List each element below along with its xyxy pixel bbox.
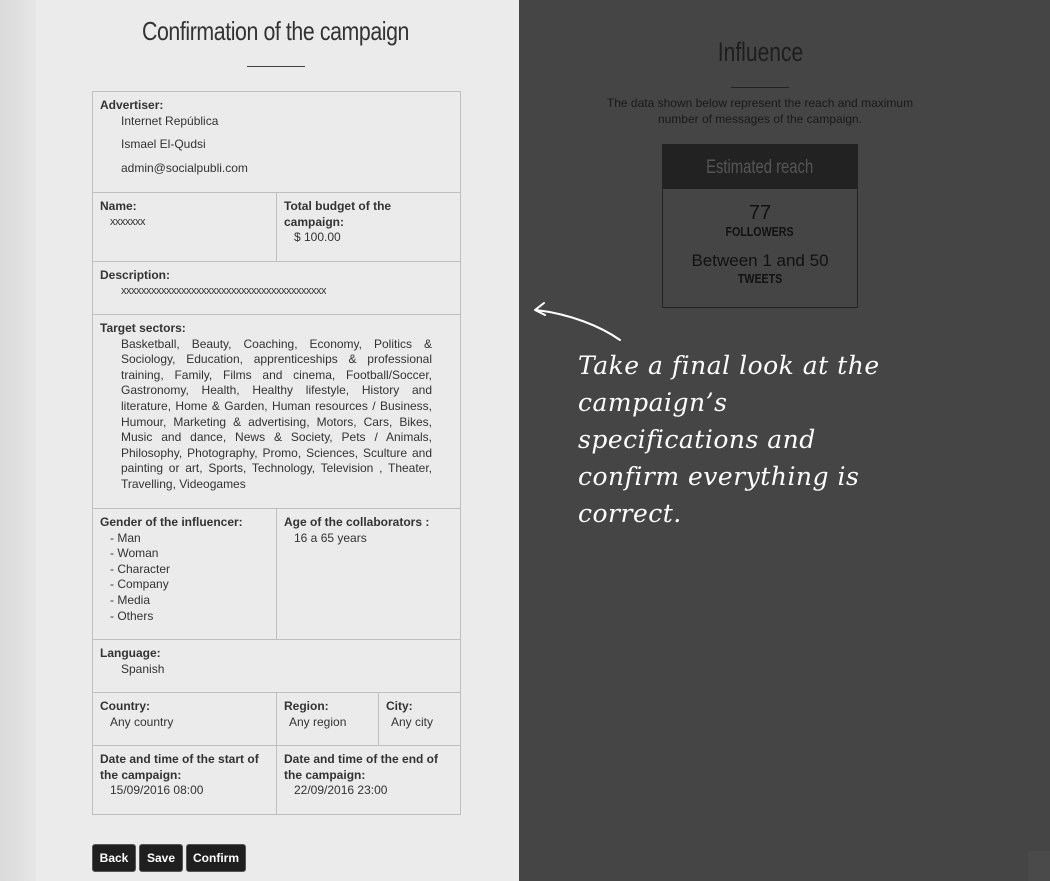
start-date-value: 15/09/2016 08:00 [110,783,204,798]
annotation-note: Take a final look at the campaign’s specifications and confirm everything is correct. [578,351,880,528]
gender-age-row [93,509,461,640]
region-value: Any region [289,714,347,729]
age-value: 16 a 65 years [294,530,367,545]
title-divider [247,66,305,67]
start-date-cell [93,746,277,815]
age-label: Age of the collaborators : [284,515,430,529]
region-label: Region: [284,699,329,713]
followers-value: 77 [748,202,772,224]
city-value: Any city [391,714,434,729]
target-sectors-value: Basketball, Beauty, Coaching, Economy, Politics & Sociology, Education, apprenticeships & professional training, Family, Films and cinema, Football/Soccer, Gastronomy, Health, Healthy lifestyle, History and literature, Home & Garden, Human resources / Business, Humour, Marketing & advertising, Motors, Cars, Bikes, Music and dance, News & Society, Pets / Animals, Philosophy, Photography, Promo, Sciences, Sculture and painting or art, Sports, Technology, Television , Theater, Travelling, Videogames [121,336,433,491]
tweets-value: Between 1 and 50 [691,251,829,270]
panel-corner [1028,851,1050,881]
description-value: xxxxxxxxxxxxxxxxxxxxxxxxxxxxxxxxxxxxxxxxx [121,284,326,297]
followers-label [663,224,857,239]
country-value: Any country [110,714,174,729]
dates-row [93,746,461,815]
budget-value: $ 100.00 [294,230,341,245]
description-row [93,262,461,315]
page-title: Confirmation of the campaign [141,16,410,46]
estimated-reach-box [662,144,858,308]
age-cell [277,509,461,640]
gender-label: Gender of the influencer: [100,515,243,529]
campaign-summary-table [92,91,461,815]
city-cell [379,693,461,746]
budget-cell [277,193,461,262]
confirm-button[interactable]: Confirm [186,844,246,872]
start-date-label: Date and time of the start of the campaign: [100,752,259,782]
region-cell [277,693,379,746]
target-sectors-row [93,315,461,509]
gender-item: - Man [110,530,141,545]
target-sectors-cell [93,315,461,509]
language-value: Spanish [121,661,165,676]
language-label: Language: [100,646,161,660]
end-date-cell [277,746,461,815]
description-cell [93,262,461,315]
advertiser-name: Ismael El-Qudsi [121,137,206,152]
save-button[interactable]: Save [139,844,183,872]
advertiser-email: admin@socialpubli.com [121,160,248,175]
advertiser-company: Internet República [121,113,219,128]
country-label: Country: [100,699,150,713]
city-label: City: [386,699,413,713]
budget-label: Total budget of the campaign: [284,199,392,229]
influence-title: Influence [717,37,804,67]
panel-edge [0,0,36,881]
annotation-arrow-icon [530,298,625,346]
advertiser-row [93,92,461,193]
name-cell [93,193,277,262]
gender-cell [93,509,277,640]
language-row [93,640,461,693]
name-value: xxxxxxx [110,215,145,228]
target-sectors-label: Target sectors: [100,321,186,335]
gender-item: - Character [110,561,171,576]
name-label: Name: [100,199,137,213]
reach-header [663,145,857,189]
name-budget-row [93,193,461,262]
reach-header-text: Estimated reach [706,157,814,178]
gender-item: - Woman [110,546,159,561]
followers-label-text: FOLLOWERS [725,224,795,239]
location-row [93,693,461,746]
tweets-label [663,271,857,286]
language-cell [93,640,461,693]
gender-item: - Company [110,577,169,592]
gender-item: - Media [110,592,151,607]
description-label: Description: [100,268,171,282]
gender-item: - Others [110,608,154,623]
influence-divider [731,87,789,88]
advertiser-label: Advertiser: [100,98,164,112]
advertiser-cell [93,92,461,193]
end-date-value: 22/09/2016 23:00 [294,783,388,798]
country-cell [93,693,277,746]
tweets-label-text: TWEETS [737,271,783,286]
influence-description: The data shown below represent the reach and maximum number of messages of the campaign. [606,96,914,126]
back-button[interactable]: Back [92,844,136,872]
end-date-label: Date and time of the end of the campaign: [284,752,439,782]
